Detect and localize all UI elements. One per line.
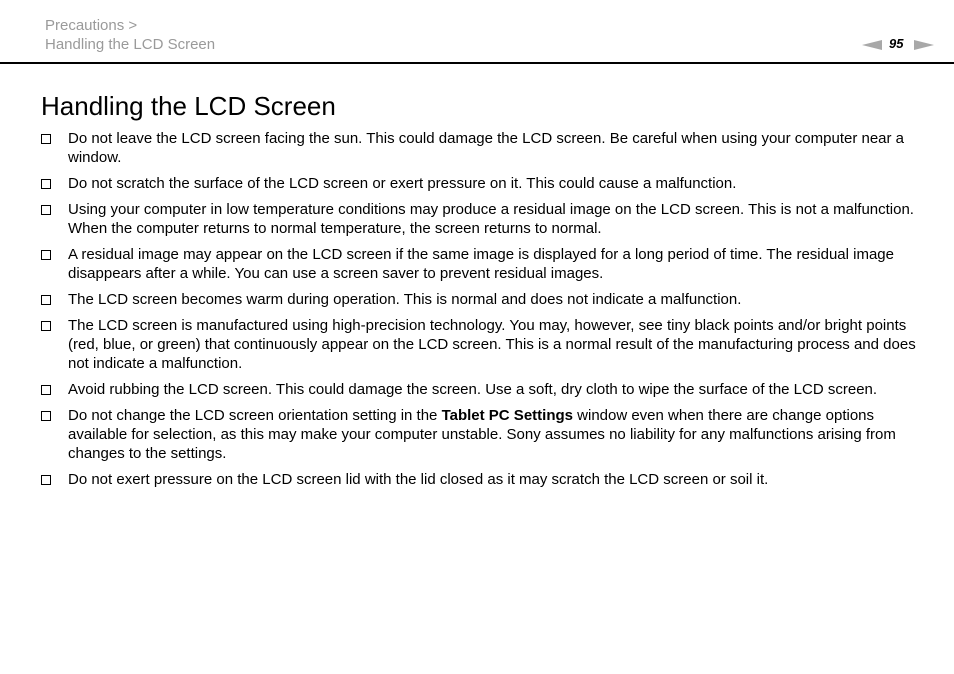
item-text: The LCD screen is manufactured using high-precision technology. You may, however, see tiny black points and/or bright points (red, blue, or green) that continuously appear on the LCD screen. This is a normal result of the manufacturing process and does not indicate a malfunction.: [68, 317, 916, 372]
precautions-list: [41, 129, 916, 496]
header-divider: [0, 62, 954, 64]
checkbox-square-icon: [41, 385, 51, 395]
checkbox-square-icon: [41, 134, 51, 144]
tablet-pc-settings-label: Tablet PC Settings: [441, 407, 573, 424]
list-item: [41, 290, 916, 309]
item-text: Do not leave the LCD screen facing the sun. This could damage the LCD screen. Be careful when using your computer near a window.: [68, 130, 905, 166]
arrow-right-icon[interactable]: [914, 40, 934, 50]
list-item: [41, 316, 916, 373]
list-item: [41, 406, 916, 463]
list-item: [41, 174, 916, 193]
checkbox-square-icon: [41, 205, 51, 215]
item-text: The LCD screen becomes warm during operation. This is normal and does not indicate a malfunction.: [68, 291, 742, 308]
item-text: Do not exert pressure on the LCD screen lid with the lid closed as it may scratch the LCD screen or soil it.: [68, 471, 769, 488]
page-header: [0, 0, 954, 64]
checkbox-square-icon: [41, 321, 51, 331]
item-text: Do not scratch the surface of the LCD screen or exert pressure on it. This could cause a malfunction.: [68, 175, 737, 192]
page-navigator: [862, 36, 940, 52]
list-item: [41, 245, 916, 283]
checkbox-square-icon: [41, 250, 51, 260]
breadcrumb-current[interactable]: Handling the LCD Screen: [45, 36, 216, 53]
breadcrumb-parent[interactable]: Precautions >: [45, 17, 138, 34]
item-text-after: window even when there are change options available for selection, as this may make your computer unstable. Sony assumes no liability for any malfunctions arising from changes to the settings.: [68, 407, 896, 462]
page-title: Handling the LCD Screen: [41, 91, 336, 121]
list-item: [41, 129, 916, 167]
checkbox-square-icon: [41, 295, 51, 305]
arrow-left-icon[interactable]: [862, 40, 882, 50]
item-text-before: Do not change the LCD screen orientation setting in the: [68, 407, 442, 424]
checkbox-square-icon: [41, 179, 51, 189]
checkbox-square-icon: [41, 475, 51, 485]
item-text: Avoid rubbing the LCD screen. This could damage the screen. Use a soft, dry cloth to wipe the surface of the LCD screen.: [68, 381, 878, 398]
item-text: A residual image may appear on the LCD screen if the same image is displayed for a long period of time. The residual image disappears after a while. You can use a screen saver to prevent residual images.: [68, 246, 894, 282]
page-number: 95: [889, 36, 904, 51]
list-item: [41, 380, 916, 399]
list-item: [41, 200, 916, 238]
checkbox-square-icon: [41, 411, 51, 421]
list-item: [41, 470, 916, 489]
item-text: Using your computer in low temperature conditions may produce a residual image on the LCD screen. This is not a malfunction. When the computer returns to normal temperature, the screen returns to normal.: [68, 201, 914, 237]
